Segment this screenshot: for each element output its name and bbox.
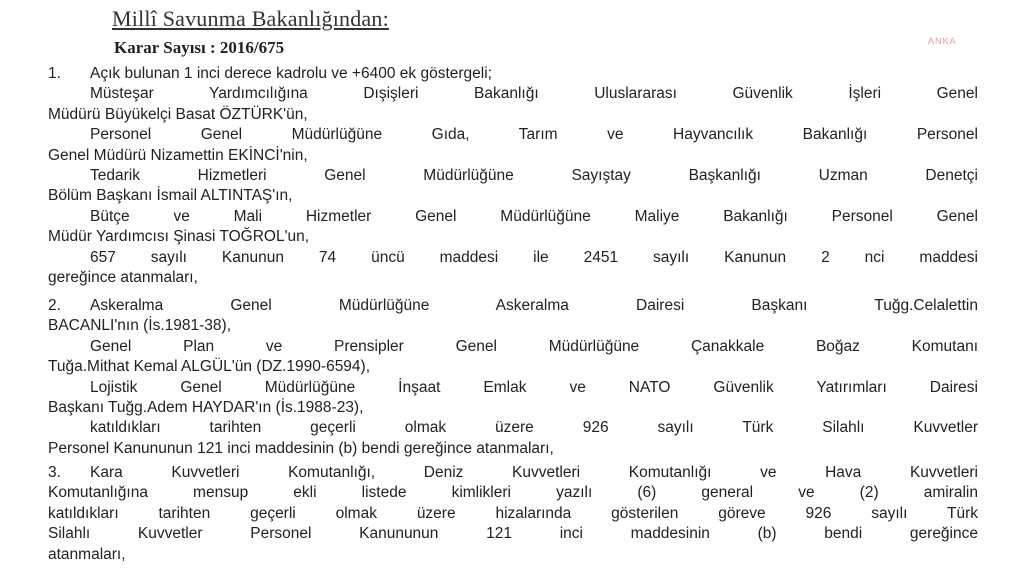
section-line: BACANLI'nın (İs.1981-38), <box>48 317 232 335</box>
section-line: Komutanlığına mensup ekli listede kimlikleri yazılı (6) general ve (2) amiralin <box>48 484 978 502</box>
section-line: Silahlı Kuvvetler Personel Kanununun 121 inci maddesinin (b) bendi gereğince <box>48 525 978 543</box>
section-line: 2. Askeralma Genel Müdürlüğüne Askeralma Dairesi Başkanı Tuğg.Celalettin <box>48 296 978 316</box>
section-line: gereğince atanmaları, <box>48 269 198 287</box>
section-line: Müdür Yardımcısı Şinasi TOĞROL'un, <box>48 228 310 246</box>
section-2 <box>48 296 978 459</box>
section-line: Personel Genel Müdürlüğüne Gıda, Tarım ve Hayvancılık Bakanlığı Personel <box>90 126 978 144</box>
decision-number: Karar Sayısı : 2016/675 <box>114 38 285 57</box>
source-watermark: ANKA <box>928 36 957 46</box>
section-line: 1. Açık bulunan 1 inci derece kadrolu ve +6400 ek göstergeli; <box>48 64 978 84</box>
section-line: Bölüm Başkanı İsmail ALTINTAŞ'ın, <box>48 187 293 205</box>
section-line: 657 sayılı Kanunun 74 üncü maddesi ile 2451 sayılı Kanunun 2 nci maddesi <box>90 248 978 266</box>
section-line: Müdürü Büyükelçi Basat ÖZTÜRK'ün, <box>48 105 308 123</box>
section-line: Başkanı Tuğg.Adem HAYDAR'ın (İs.1988-23), <box>48 399 364 417</box>
section-line: Lojistik Genel Müdürlüğüne İnşaat Emlak ve NATO Güvenlik Yatırımları Dairesi <box>90 378 978 396</box>
section-line: Genel Plan ve Prensipler Genel Müdürlüğüne Çanakkale Boğaz Komutanı <box>90 337 978 355</box>
section-number: 1. <box>48 65 61 82</box>
section-line: Personel Kanununun 121 inci maddesinin (b) bendi gereğince atanmaları, <box>48 439 554 457</box>
section-line: katıldıkları tarihten geçerli olmak üzere hizalarında gösterilen göreve 926 sayılı Türk <box>48 504 978 522</box>
section-number: 3. <box>48 464 61 481</box>
section-line: Tedarik Hizmetleri Genel Müdürlüğüne Sayıştay Başkanlığı Uzman Denetçi <box>90 167 978 185</box>
section-number: 2. <box>48 297 61 314</box>
section-line: 3. Kara Kuvvetleri Komutanlığı, Deniz Kuvvetleri Komutanlığı ve Hava Kuvvetleri <box>48 463 978 483</box>
section-3 <box>48 463 978 565</box>
section-line: Müsteşar Yardımcılığına Dışişleri Bakanlığı Uluslararası Güvenlik İşleri Genel <box>90 85 978 103</box>
section-line: Tuğa.Mithat Kemal ALGÜL'ün (DZ.1990-6594), <box>48 358 371 376</box>
section-line: Bütçe ve Mali Hizmetler Genel Müdürlüğüne Maliye Bakanlığı Personel Genel <box>90 207 978 225</box>
section-line: Genel Müdürü Nizamettin EKİNCİ'nin, <box>48 146 308 164</box>
section-line: katıldıkları tarihten geçerli olmak üzere 926 sayılı Türk Silahlı Kuvvetler <box>90 419 978 437</box>
ministry-heading: Millî Savunma Bakanlığından: <box>112 6 389 31</box>
section-1 <box>48 64 978 288</box>
section-line: atanmaları, <box>48 545 126 563</box>
